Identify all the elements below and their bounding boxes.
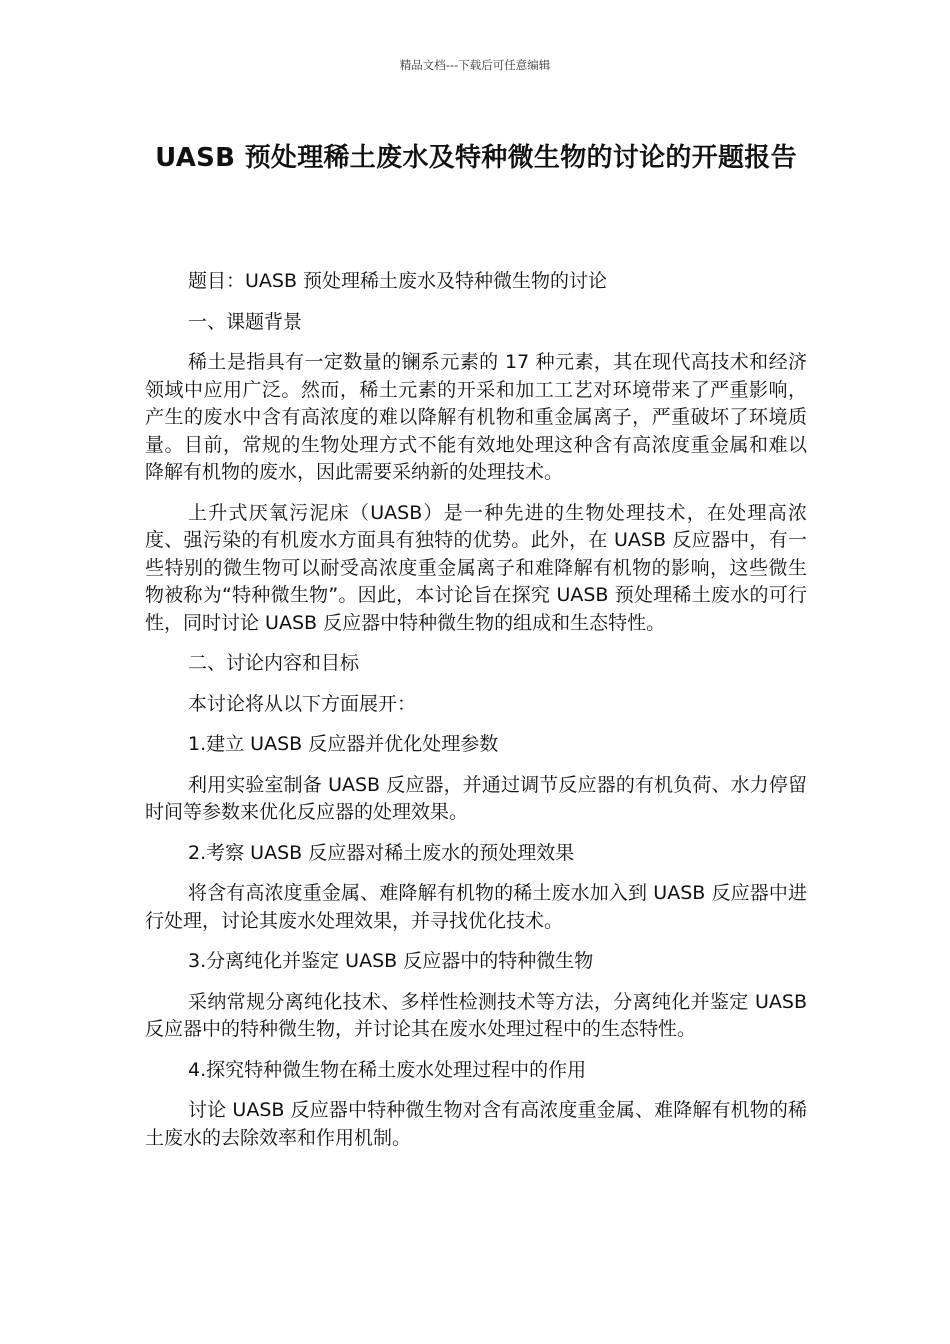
section-heading-content-goals: 二、讨论内容和目标	[188, 652, 360, 674]
item-text-1: 利用实验室制备 UASB 反应器，并通过调节反应器的有机负荷、水力停留时间等参数来优化反应器的处理效果。	[145, 773, 807, 823]
item-heading-1: 1.建立 UASB 反应器并优化处理参数	[188, 733, 499, 755]
item-heading-4: 4.探究特种微生物在稀土废水处理过程中的作用	[188, 1058, 587, 1081]
item-text-4: 讨论 UASB 反应器中特种微生物对含有高浓度重金属、难降解有机物的稀土废水的去除效率和作用机制。	[145, 1099, 807, 1149]
section-heading-background: 一、课题背景	[188, 310, 303, 333]
topic-line: 题目：UASB 预处理稀土废水及特种微生物的讨论	[188, 270, 608, 292]
item-heading-2: 2.考察 UASB 反应器对稀土废水的预处理效果	[188, 841, 575, 864]
document-title: UASB 预处理稀土废水及特种微生物的讨论的开题报告	[155, 143, 797, 173]
document-body	[145, 268, 807, 1165]
paragraph-outline-intro: 本讨论将从以下方面展开：	[188, 692, 417, 715]
header-note: 精品文档---下载后可任意编辑	[399, 58, 551, 72]
item-text-3: 采纳常规分离纯化技术、多样性检测技术等方法，分离纯化并鉴定 UASB 反应器中的特种微生物，并讨论其在废水处理过程中的生态特性。	[145, 990, 807, 1040]
paragraph-uasb-intro: 上升式厌氧污泥床（UASB）是一种先进的生物处理技术，在处理高浓度、强污染的有机废水方面具有独特的优势。此外，在 UASB 反应器中，有一些特别的微生物可以耐受高浓度重金属离子和难降解有机物的影响，这些微生物被称为“特种微生物”。因此，本讨论旨在探究 UASB 预处理稀土废水的可行性，同时讨论 UASB 反应器中特种微生物的组成和生态特性。	[145, 501, 807, 634]
item-text-2: 将含有高浓度重金属、难降解有机物的稀土废水加入到 UASB 反应器中进行处理，讨论其废水处理效果，并寻找优化技术。	[145, 882, 807, 932]
paragraph-rare-earth-intro: 稀土是指具有一定数量的镧系元素的 17 种元素，其在现代高技术和经济领域中应用广泛。然而，稀土元素的开采和加工工艺对环境带来了严重影响，产生的废水中含有高浓度的难以降解有机物和重金属离子，严重破坏了环境质量。目前，常规的生物处理方式不能有效地处理这种含有高浓度重金属和难以降解有机物的废水，因此需要采纳新的处理技术。	[145, 351, 807, 483]
item-heading-3: 3.分离纯化并鉴定 UASB 反应器中的特种微生物	[188, 950, 594, 972]
